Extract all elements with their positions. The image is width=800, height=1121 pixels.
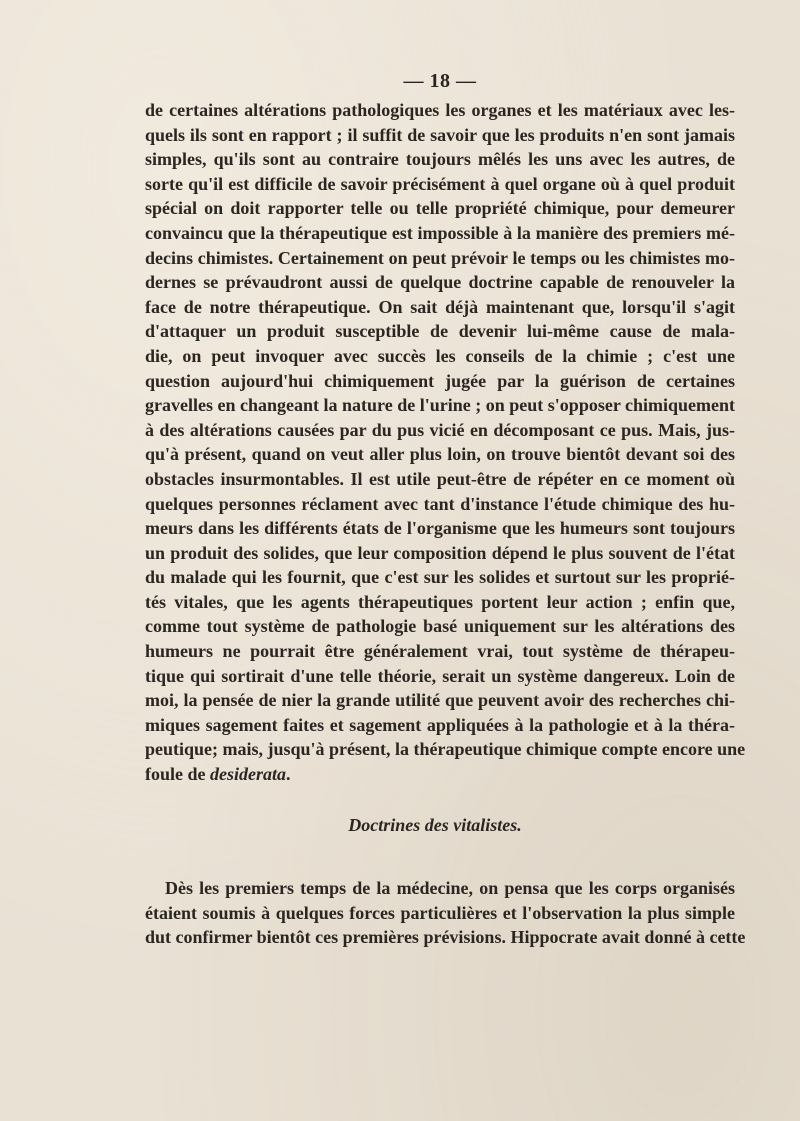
text-line: à des altérations causées par du pus vicié en décomposant ce pus. Mais, jus- xyxy=(145,419,735,440)
text-line: obstacles insurmontables. Il est utile peut-être de répéter en ce moment où xyxy=(145,468,735,489)
text-line: peutique; mais, jusqu'à présent, la thérapeutique chimique compte encore une xyxy=(145,739,746,760)
text-line: un produit des solides, que leur composition dépend le plus souvent de l'état xyxy=(145,542,735,563)
text-line: comme tout système de pathologie basé uniquement sur les altérations des xyxy=(145,616,735,637)
text-line: quels ils sont en rapport ; il suffit de savoir que les produits n'en sont jamais xyxy=(145,124,735,145)
text-line: face de notre thérapeutique. On sait déjà maintenant que, lorsqu'il s'agit xyxy=(145,296,735,317)
section-heading: Doctrines des vitalistes. xyxy=(348,815,522,835)
text-line: d'attaquer un produit susceptible de devenir lui-même cause de mala- xyxy=(145,321,735,342)
text-fragment: foule de xyxy=(145,764,210,785)
text-line: spécial on doit rapporter telle ou telle propriété chimique, pour demeurer xyxy=(145,198,735,219)
text-line: simples, qu'ils sont au contraire toujours mêlés les uns avec les autres, de xyxy=(145,149,735,170)
page-number: — 18 — xyxy=(403,70,477,92)
text-line: Dès les premiers temps de la médecine, on pensa que les corps organisés xyxy=(165,878,735,898)
text-line: gravelles en changeant la nature de l'urine ; on peut s'opposer chimiquement xyxy=(145,395,735,416)
text-line: quelques personnes réclament avec tant d'instance l'étude chimique des hu- xyxy=(145,493,735,514)
text-line: sorte qu'il est difficile de savoir précisément à quel organe où à quel produit xyxy=(145,173,735,194)
text-line: tique qui sortirait d'une telle théorie, serait un système dangereux. Loin de xyxy=(145,665,735,686)
text-line: meurs dans les différents états de l'organisme que les humeurs sont toujours xyxy=(145,518,735,539)
text-line: du malade qui les fournit, que c'est sur les solides et surtout sur les proprié- xyxy=(145,567,735,588)
text-line: convaincu que la thérapeutique est impossible à la manière des premiers mé- xyxy=(145,222,735,243)
text-line: dut confirmer bientôt ces premières prévisions. Hippocrate avait donné à cette xyxy=(145,927,746,948)
paragraph-second xyxy=(145,876,746,950)
paragraph-main xyxy=(145,98,746,787)
text-line: die, on peut invoquer avec succès les conseils de la chimie ; c'est une xyxy=(145,345,735,366)
text-line: dernes se prévaudront aussi de quelque doctrine capable de renouveler la xyxy=(145,272,735,293)
text-line-last xyxy=(145,762,735,787)
text-line: tés vitales, que les agents thérapeutiques portent leur action ; enfin que, xyxy=(145,591,735,612)
text-fragment: . xyxy=(286,764,291,785)
text-line: decins chimistes. Certainement on peut prévoir le temps ou les chimistes mo- xyxy=(145,247,735,268)
text-line: de certaines altérations pathologiques les organes et les matériaux avec les- xyxy=(145,100,735,120)
text-line: moi, la pensée de nier la grande utilité que peuvent avoir des recherches chi- xyxy=(145,690,735,711)
italic-term: desiderata xyxy=(210,764,286,785)
text-line: qu'à présent, quand on veut aller plus loin, on trouve bientôt devant soi des xyxy=(145,444,735,465)
text-line: question aujourd'hui chimiquement jugée par la guérison de certaines xyxy=(145,370,735,391)
text-line: miques sagement faites et sagement appliquées à la pathologie et à la théra- xyxy=(145,714,735,735)
text-line: humeurs ne pourrait être généralement vrai, tout système de thérapeu- xyxy=(145,641,735,662)
text-line: étaient soumis à quelques forces particulières et l'observation la plus simple xyxy=(145,902,735,923)
